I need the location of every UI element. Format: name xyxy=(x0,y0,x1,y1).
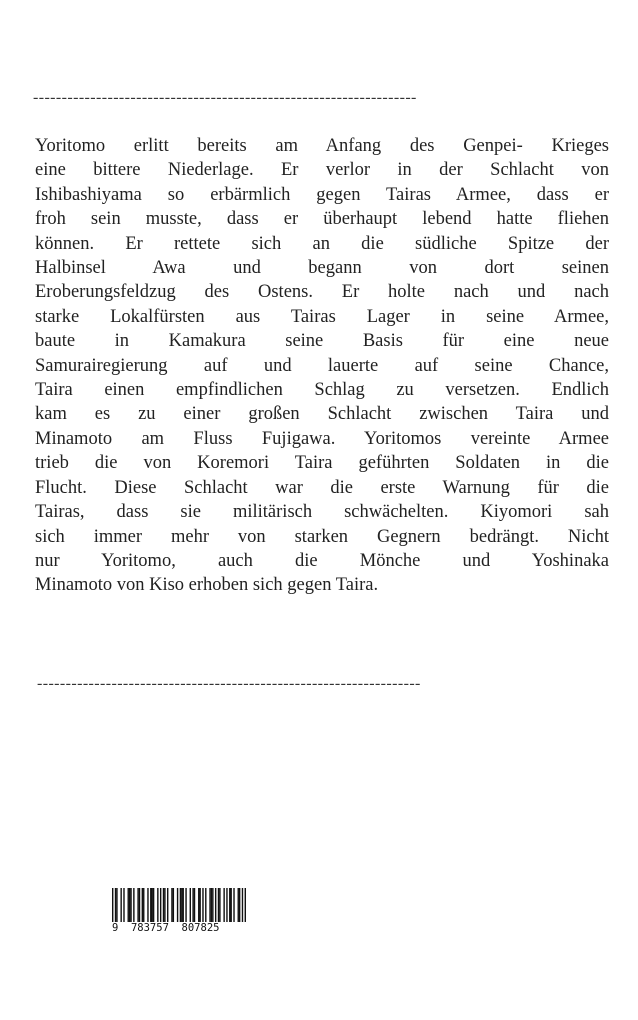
text-line: starke Lokalfürsten aus Tairas Lager in seine Armee, xyxy=(35,306,609,327)
barcode-bars xyxy=(112,888,246,922)
bottom-separator: ------------------------------------------------------------------- xyxy=(37,676,421,692)
text-line: nur Yoritomo, auch die Mönche und Yoshinaka xyxy=(35,550,609,571)
barcode-digits: 9 783757 807825 xyxy=(112,922,246,934)
text-line: Minamoto am Fluss Fujigawa. Yoritomos vereinte Armee xyxy=(35,428,609,449)
text-line: können. Er rettete sich an die südliche Spitze der xyxy=(35,233,609,254)
text-line: froh sein musste, dass er überhaupt lebend hatte fliehen xyxy=(35,209,609,230)
top-separator: ------------------------------------------------------------------- xyxy=(33,90,417,106)
text-line: Ishibashiyama so erbärmlich gegen Tairas Armee, dass er xyxy=(35,184,609,205)
text-line: Flucht. Diese Schlacht war die erste Warnung für die xyxy=(35,477,609,498)
text-line: kam es zu einer großen Schlacht zwischen Taira und xyxy=(35,404,609,425)
text-line: Taira einen empfindlichen Schlag zu versetzen. Endlich xyxy=(35,380,609,401)
text-line: trieb die von Koremori Taira geführten Soldaten in die xyxy=(35,453,609,474)
isbn-barcode xyxy=(112,888,246,938)
text-line: eine bittere Niederlage. Er verlor in der Schlacht von xyxy=(35,160,609,181)
body-paragraph xyxy=(35,134,609,598)
text-line: sich immer mehr von starken Gegnern bedrängt. Nicht xyxy=(35,526,609,547)
text-line: baute in Kamakura seine Basis für eine neue xyxy=(35,331,609,352)
text-line: Tairas, dass sie militärisch schwächelten. Kiyomori sah xyxy=(35,502,609,523)
text-line: Halbinsel Awa und begann von dort seinen xyxy=(35,258,609,279)
text-line: Samurairegierung auf und lauerte auf seine Chance, xyxy=(35,355,609,376)
text-line: Yoritomo erlitt bereits am Anfang des Genpei- Krieges xyxy=(35,136,609,156)
text-line: Minamoto von Kiso erhoben sich gegen Taira. xyxy=(35,575,379,596)
text-line: Eroberungsfeldzug des Ostens. Er holte nach und nach xyxy=(35,282,609,303)
